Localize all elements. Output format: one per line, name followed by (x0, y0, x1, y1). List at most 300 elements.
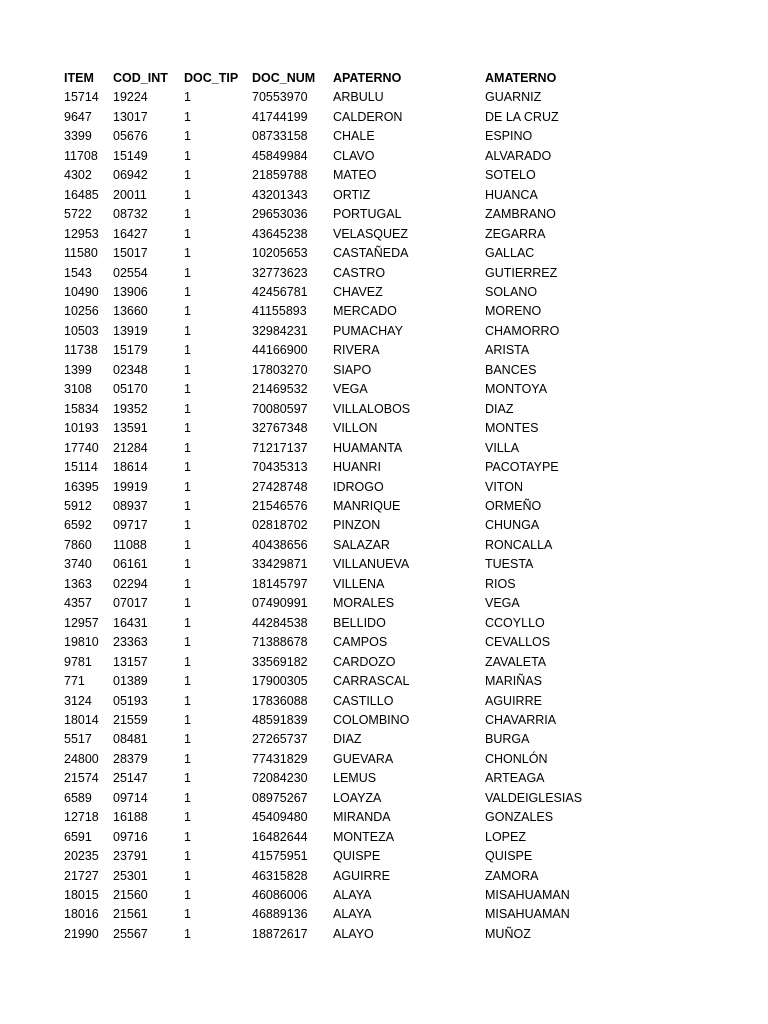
table-row (64, 283, 664, 302)
cell-item: 3124 (64, 693, 92, 708)
cell-apaterno: QUISPE (333, 849, 381, 864)
table-row (64, 108, 664, 127)
column-header-item: ITEM (64, 71, 94, 85)
cell-cod-int: 13591 (113, 421, 148, 436)
table-row (64, 225, 664, 244)
table-row (64, 905, 664, 924)
cell-amaterno: CHAVARRIA (485, 712, 557, 727)
cell-doc-tip: 1 (184, 888, 191, 903)
cell-item: 21727 (64, 868, 99, 883)
cell-doc-num: 44166900 (252, 343, 308, 358)
cell-amaterno: CHUNGA (485, 518, 540, 533)
cell-doc-tip: 1 (184, 615, 191, 630)
cell-cod-int: 08732 (113, 207, 148, 222)
cell-item: 771 (64, 674, 85, 689)
cell-apaterno: VEGA (333, 382, 368, 397)
cell-cod-int: 16427 (113, 226, 148, 241)
table-row (64, 186, 664, 205)
table-row (64, 205, 664, 224)
cell-doc-tip: 1 (184, 129, 191, 144)
cell-apaterno: PORTUGAL (333, 207, 402, 222)
table-row (64, 575, 664, 594)
cell-doc-tip: 1 (184, 421, 191, 436)
cell-doc-tip: 1 (184, 226, 191, 241)
cell-apaterno: SALAZAR (333, 537, 390, 552)
cell-apaterno: DIAZ (333, 732, 362, 747)
cell-amaterno: MISAHUAMAN (485, 888, 570, 903)
cell-cod-int: 15017 (113, 246, 148, 261)
cell-amaterno: ZEGARRA (485, 226, 546, 241)
cell-item: 18015 (64, 888, 99, 903)
cell-apaterno: CHALE (333, 129, 375, 144)
table-row (64, 322, 664, 341)
cell-apaterno: VELASQUEZ (333, 226, 409, 241)
cell-apaterno: CASTAÑEDA (333, 246, 409, 261)
cell-amaterno: VALDEIGLESIAS (485, 790, 583, 805)
cell-doc-num: 43201343 (252, 187, 308, 202)
cell-doc-num: 42456781 (252, 284, 308, 299)
cell-cod-int: 15149 (113, 148, 148, 163)
cell-amaterno: PACOTAYPE (485, 460, 559, 475)
cell-doc-tip: 1 (184, 401, 191, 416)
cell-item: 1363 (64, 576, 92, 591)
cell-item: 16485 (64, 187, 99, 202)
cell-item: 6592 (64, 518, 92, 533)
cell-item: 19810 (64, 635, 99, 650)
cell-doc-num: 46315828 (252, 868, 308, 883)
cell-doc-num: 08733158 (252, 129, 308, 144)
cell-apaterno: IDROGO (333, 479, 384, 494)
cell-doc-tip: 1 (184, 323, 191, 338)
cell-amaterno: CHAMORRO (485, 323, 560, 338)
cell-cod-int: 02554 (113, 265, 148, 280)
cell-apaterno: RIVERA (333, 343, 380, 358)
table-row (64, 478, 664, 497)
cell-item: 15834 (64, 401, 99, 416)
table-row (64, 458, 664, 477)
cell-cod-int: 13157 (113, 654, 148, 669)
cell-amaterno: ALVARADO (485, 148, 552, 163)
cell-item: 21574 (64, 771, 99, 786)
cell-apaterno: HUAMANTA (333, 440, 403, 455)
cell-amaterno: RONCALLA (485, 537, 553, 552)
table-row (64, 867, 664, 886)
cell-doc-tip: 1 (184, 382, 191, 397)
cell-amaterno: ARISTA (485, 343, 530, 358)
cell-item: 10503 (64, 323, 99, 338)
cell-doc-num: 40438656 (252, 537, 308, 552)
cell-apaterno: PINZON (333, 518, 381, 533)
cell-doc-tip: 1 (184, 90, 191, 105)
cell-cod-int: 13919 (113, 323, 148, 338)
cell-amaterno: MISAHUAMAN (485, 907, 570, 922)
cell-doc-num: 45409480 (252, 810, 308, 825)
cell-amaterno: LOPEZ (485, 829, 526, 844)
cell-cod-int: 09714 (113, 790, 148, 805)
cell-doc-num: 71388678 (252, 635, 308, 650)
cell-apaterno: CALDERON (333, 109, 403, 124)
cell-doc-num: 70435313 (252, 460, 308, 475)
cell-doc-num: 43645238 (252, 226, 308, 241)
table-row (64, 711, 664, 730)
cell-amaterno: RIOS (485, 576, 516, 591)
table-row (64, 264, 664, 283)
table-row (64, 380, 664, 399)
cell-doc-tip: 1 (184, 148, 191, 163)
spreadsheet-sheet (64, 69, 704, 944)
cell-apaterno: AGUIRRE (333, 868, 390, 883)
cell-cod-int: 19919 (113, 479, 148, 494)
table-row (64, 127, 664, 146)
cell-cod-int: 11088 (113, 537, 147, 552)
cell-cod-int: 25301 (113, 868, 148, 883)
cell-cod-int: 05676 (113, 129, 148, 144)
cell-item: 6589 (64, 790, 92, 805)
cell-item: 20235 (64, 849, 99, 864)
column-header-apaterno: APATERNO (333, 71, 402, 85)
cell-item: 5912 (64, 498, 92, 513)
cell-apaterno: CASTRO (333, 265, 386, 280)
cell-item: 16395 (64, 479, 99, 494)
cell-doc-num: 33429871 (252, 557, 308, 572)
cell-amaterno: MORENO (485, 304, 542, 319)
cell-cod-int: 01389 (113, 674, 148, 689)
table-row (64, 633, 664, 652)
cell-doc-tip: 1 (184, 907, 191, 922)
table-row (64, 672, 664, 691)
cell-item: 15114 (64, 460, 98, 475)
cell-apaterno: VILLON (333, 421, 378, 436)
cell-apaterno: ARBULU (333, 90, 384, 105)
cell-apaterno: GUEVARA (333, 751, 394, 766)
cell-item: 1543 (64, 265, 92, 280)
cell-apaterno: MERCADO (333, 304, 397, 319)
cell-doc-tip: 1 (184, 343, 191, 358)
cell-item: 24800 (64, 751, 99, 766)
cell-doc-num: 21859788 (252, 168, 308, 183)
cell-apaterno: SIAPO (333, 362, 372, 377)
cell-doc-num: 71217137 (252, 440, 308, 455)
cell-apaterno: PUMACHAY (333, 323, 403, 338)
column-header-cod-int: COD_INT (113, 71, 168, 85)
cell-cod-int: 23363 (113, 635, 148, 650)
cell-doc-tip: 1 (184, 810, 191, 825)
cell-apaterno: MATEO (333, 168, 377, 183)
cell-doc-num: 32773623 (252, 265, 308, 280)
cell-doc-num: 02818702 (252, 518, 308, 533)
cell-item: 12957 (64, 615, 99, 630)
cell-item: 10256 (64, 304, 99, 319)
cell-doc-num: 29653036 (252, 207, 308, 222)
table-row (64, 497, 664, 516)
cell-amaterno: GUTIERREZ (485, 265, 558, 280)
cell-doc-num: 17803270 (252, 362, 308, 377)
cell-doc-tip: 1 (184, 868, 191, 883)
table-row (64, 302, 664, 321)
cell-cod-int: 09717 (113, 518, 148, 533)
cell-cod-int: 25567 (113, 926, 148, 941)
cell-apaterno: ALAYA (333, 888, 372, 903)
cell-cod-int: 21560 (113, 888, 148, 903)
cell-doc-tip: 1 (184, 674, 191, 689)
cell-doc-tip: 1 (184, 362, 191, 377)
cell-apaterno: CASTILLO (333, 693, 394, 708)
table-row (64, 555, 664, 574)
cell-apaterno: CARRASCAL (333, 674, 410, 689)
cell-cod-int: 21559 (113, 712, 148, 727)
header-row (64, 69, 664, 88)
cell-cod-int: 21284 (113, 440, 148, 455)
cell-doc-tip: 1 (184, 518, 191, 533)
table-row (64, 166, 664, 185)
cell-cod-int: 06161 (113, 557, 148, 572)
cell-doc-tip: 1 (184, 576, 191, 591)
cell-doc-num: 44284538 (252, 615, 308, 630)
table-row (64, 653, 664, 672)
cell-apaterno: MIRANDA (333, 810, 391, 825)
cell-cod-int: 19224 (113, 90, 148, 105)
cell-cod-int: 05170 (113, 382, 148, 397)
cell-cod-int: 08481 (113, 732, 148, 747)
table-row (64, 400, 664, 419)
cell-item: 12953 (64, 226, 99, 241)
cell-item: 11738 (64, 343, 98, 358)
cell-doc-tip: 1 (184, 187, 191, 202)
cell-doc-num: 48591839 (252, 712, 308, 727)
cell-cod-int: 25147 (113, 771, 148, 786)
cell-apaterno: HUANRI (333, 460, 381, 475)
cell-cod-int: 05193 (113, 693, 148, 708)
cell-item: 3740 (64, 557, 92, 572)
cell-doc-num: 70553970 (252, 90, 308, 105)
cell-doc-num: 27265737 (252, 732, 308, 747)
cell-apaterno: BELLIDO (333, 615, 386, 630)
cell-doc-num: 18145797 (252, 576, 308, 591)
cell-item: 7860 (64, 537, 92, 552)
table-row (64, 750, 664, 769)
cell-cod-int: 07017 (113, 596, 148, 611)
cell-item: 3108 (64, 382, 92, 397)
cell-doc-num: 17836088 (252, 693, 308, 708)
cell-doc-num: 41744199 (252, 109, 308, 124)
cell-item: 15714 (64, 90, 99, 105)
cell-amaterno: BANCES (485, 362, 537, 377)
cell-doc-tip: 1 (184, 751, 191, 766)
cell-item: 5517 (64, 732, 92, 747)
cell-item: 12718 (64, 810, 99, 825)
cell-apaterno: CLAVO (333, 148, 375, 163)
cell-doc-num: 17900305 (252, 674, 308, 689)
cell-doc-num: 41575951 (252, 849, 308, 864)
cell-doc-tip: 1 (184, 460, 191, 475)
cell-amaterno: QUISPE (485, 849, 533, 864)
cell-amaterno: MONTES (485, 421, 539, 436)
table-row (64, 536, 664, 555)
cell-item: 6591 (64, 829, 92, 844)
cell-item: 9781 (64, 654, 92, 669)
table-row (64, 808, 664, 827)
cell-apaterno: ORTIZ (333, 187, 371, 202)
data-table (64, 69, 664, 944)
cell-amaterno: SOTELO (485, 168, 536, 183)
cell-cod-int: 13660 (113, 304, 148, 319)
cell-amaterno: ESPINO (485, 129, 533, 144)
table-row (64, 244, 664, 263)
cell-doc-tip: 1 (184, 693, 191, 708)
cell-cod-int: 16188 (113, 810, 148, 825)
table-row (64, 88, 664, 107)
cell-doc-num: 70080597 (252, 401, 308, 416)
cell-doc-tip: 1 (184, 732, 191, 747)
table-row (64, 828, 664, 847)
cell-doc-tip: 1 (184, 596, 191, 611)
cell-amaterno: DE LA CRUZ (485, 109, 559, 124)
cell-apaterno: CAMPOS (333, 635, 388, 650)
cell-apaterno: LOAYZA (333, 790, 382, 805)
cell-apaterno: ALAYA (333, 907, 372, 922)
cell-amaterno: MARIÑAS (485, 674, 542, 689)
cell-doc-tip: 1 (184, 440, 191, 455)
cell-cod-int: 23791 (113, 849, 148, 864)
table-row (64, 516, 664, 535)
cell-doc-num: 32984231 (252, 323, 308, 338)
cell-apaterno: CARDOZO (333, 654, 396, 669)
cell-doc-tip: 1 (184, 712, 191, 727)
cell-cod-int: 13017 (113, 109, 148, 124)
cell-apaterno: MORALES (333, 596, 395, 611)
cell-doc-tip: 1 (184, 849, 191, 864)
cell-doc-tip: 1 (184, 304, 191, 319)
cell-cod-int: 21561 (113, 907, 148, 922)
cell-amaterno: VEGA (485, 596, 520, 611)
cell-amaterno: CHONLÓN (485, 751, 548, 766)
cell-amaterno: ZAVALETA (485, 654, 547, 669)
cell-doc-num: 10205653 (252, 246, 308, 261)
cell-cod-int: 13906 (113, 284, 148, 299)
table-row (64, 594, 664, 613)
cell-cod-int: 02294 (113, 576, 148, 591)
cell-amaterno: CEVALLOS (485, 635, 551, 650)
cell-doc-num: 33569182 (252, 654, 308, 669)
cell-doc-num: 21546576 (252, 498, 308, 513)
cell-doc-tip: 1 (184, 265, 191, 280)
cell-apaterno: ALAYO (333, 926, 374, 941)
cell-doc-tip: 1 (184, 109, 191, 124)
cell-doc-num: 08975267 (252, 790, 308, 805)
cell-doc-tip: 1 (184, 498, 191, 513)
cell-item: 4302 (64, 168, 92, 183)
cell-doc-tip: 1 (184, 168, 191, 183)
cell-doc-tip: 1 (184, 557, 191, 572)
cell-doc-tip: 1 (184, 284, 191, 299)
cell-doc-num: 46086006 (252, 888, 308, 903)
cell-cod-int: 08937 (113, 498, 148, 513)
cell-apaterno: COLOMBINO (333, 712, 410, 727)
cell-doc-num: 46889136 (252, 907, 308, 922)
cell-cod-int: 15179 (113, 343, 148, 358)
cell-cod-int: 28379 (113, 751, 148, 766)
cell-item: 18014 (64, 712, 99, 727)
cell-cod-int: 06942 (113, 168, 148, 183)
table-row (64, 147, 664, 166)
cell-cod-int: 18614 (113, 460, 148, 475)
table-row (64, 614, 664, 633)
cell-amaterno: HUANCA (485, 187, 538, 202)
cell-amaterno: BURGA (485, 732, 530, 747)
table-row (64, 419, 664, 438)
cell-doc-tip: 1 (184, 207, 191, 222)
cell-amaterno: VILLA (485, 440, 520, 455)
cell-item: 10193 (64, 421, 99, 436)
cell-cod-int: 16431 (113, 615, 148, 630)
column-header-doc-tip: DOC_TIP (184, 71, 239, 85)
cell-amaterno: ORMEÑO (485, 498, 542, 513)
cell-item: 5722 (64, 207, 92, 222)
cell-doc-tip: 1 (184, 790, 191, 805)
cell-amaterno: MONTOYA (485, 382, 548, 397)
cell-apaterno: MONTEZA (333, 829, 395, 844)
cell-amaterno: MUÑOZ (485, 926, 531, 941)
cell-doc-tip: 1 (184, 246, 191, 261)
table-row (64, 769, 664, 788)
table-row (64, 925, 664, 944)
cell-apaterno: MANRIQUE (333, 498, 401, 513)
cell-doc-tip: 1 (184, 771, 191, 786)
table-body (64, 88, 664, 944)
table-row (64, 847, 664, 866)
cell-item: 4357 (64, 596, 92, 611)
cell-amaterno: DIAZ (485, 401, 514, 416)
cell-item: 18016 (64, 907, 99, 922)
column-header-doc-num: DOC_NUM (252, 71, 316, 85)
cell-apaterno: VILLENA (333, 576, 385, 591)
cell-item: 9647 (64, 109, 92, 124)
cell-doc-tip: 1 (184, 829, 191, 844)
cell-apaterno: LEMUS (333, 771, 377, 786)
cell-apaterno: CHAVEZ (333, 284, 383, 299)
cell-doc-num: 32767348 (252, 421, 308, 436)
cell-doc-num: 16482644 (252, 829, 308, 844)
cell-doc-tip: 1 (184, 537, 191, 552)
cell-amaterno: GUARNIZ (485, 90, 542, 105)
cell-doc-num: 72084230 (252, 771, 308, 786)
cell-cod-int: 02348 (113, 362, 148, 377)
table-row (64, 730, 664, 749)
cell-item: 21990 (64, 926, 99, 941)
cell-amaterno: ARTEAGA (485, 771, 545, 786)
table-header (64, 69, 664, 88)
cell-amaterno: VITON (485, 479, 523, 494)
cell-apaterno: VILLALOBOS (333, 401, 411, 416)
cell-amaterno: TUESTA (485, 557, 534, 572)
cell-doc-num: 45849984 (252, 148, 308, 163)
cell-doc-tip: 1 (184, 926, 191, 941)
cell-doc-tip: 1 (184, 635, 191, 650)
cell-amaterno: CCOYLLO (485, 615, 545, 630)
cell-doc-num: 27428748 (252, 479, 308, 494)
cell-doc-num: 41155893 (252, 304, 307, 319)
table-row (64, 439, 664, 458)
cell-doc-num: 77431829 (252, 751, 308, 766)
cell-item: 10490 (64, 284, 99, 299)
table-row (64, 341, 664, 360)
cell-item: 1399 (64, 362, 92, 377)
cell-item: 17740 (64, 440, 99, 455)
column-header-amaterno: AMATERNO (485, 71, 557, 85)
cell-cod-int: 20011 (113, 187, 147, 202)
cell-amaterno: AGUIRRE (485, 693, 542, 708)
cell-apaterno: VILLANUEVA (333, 557, 410, 572)
